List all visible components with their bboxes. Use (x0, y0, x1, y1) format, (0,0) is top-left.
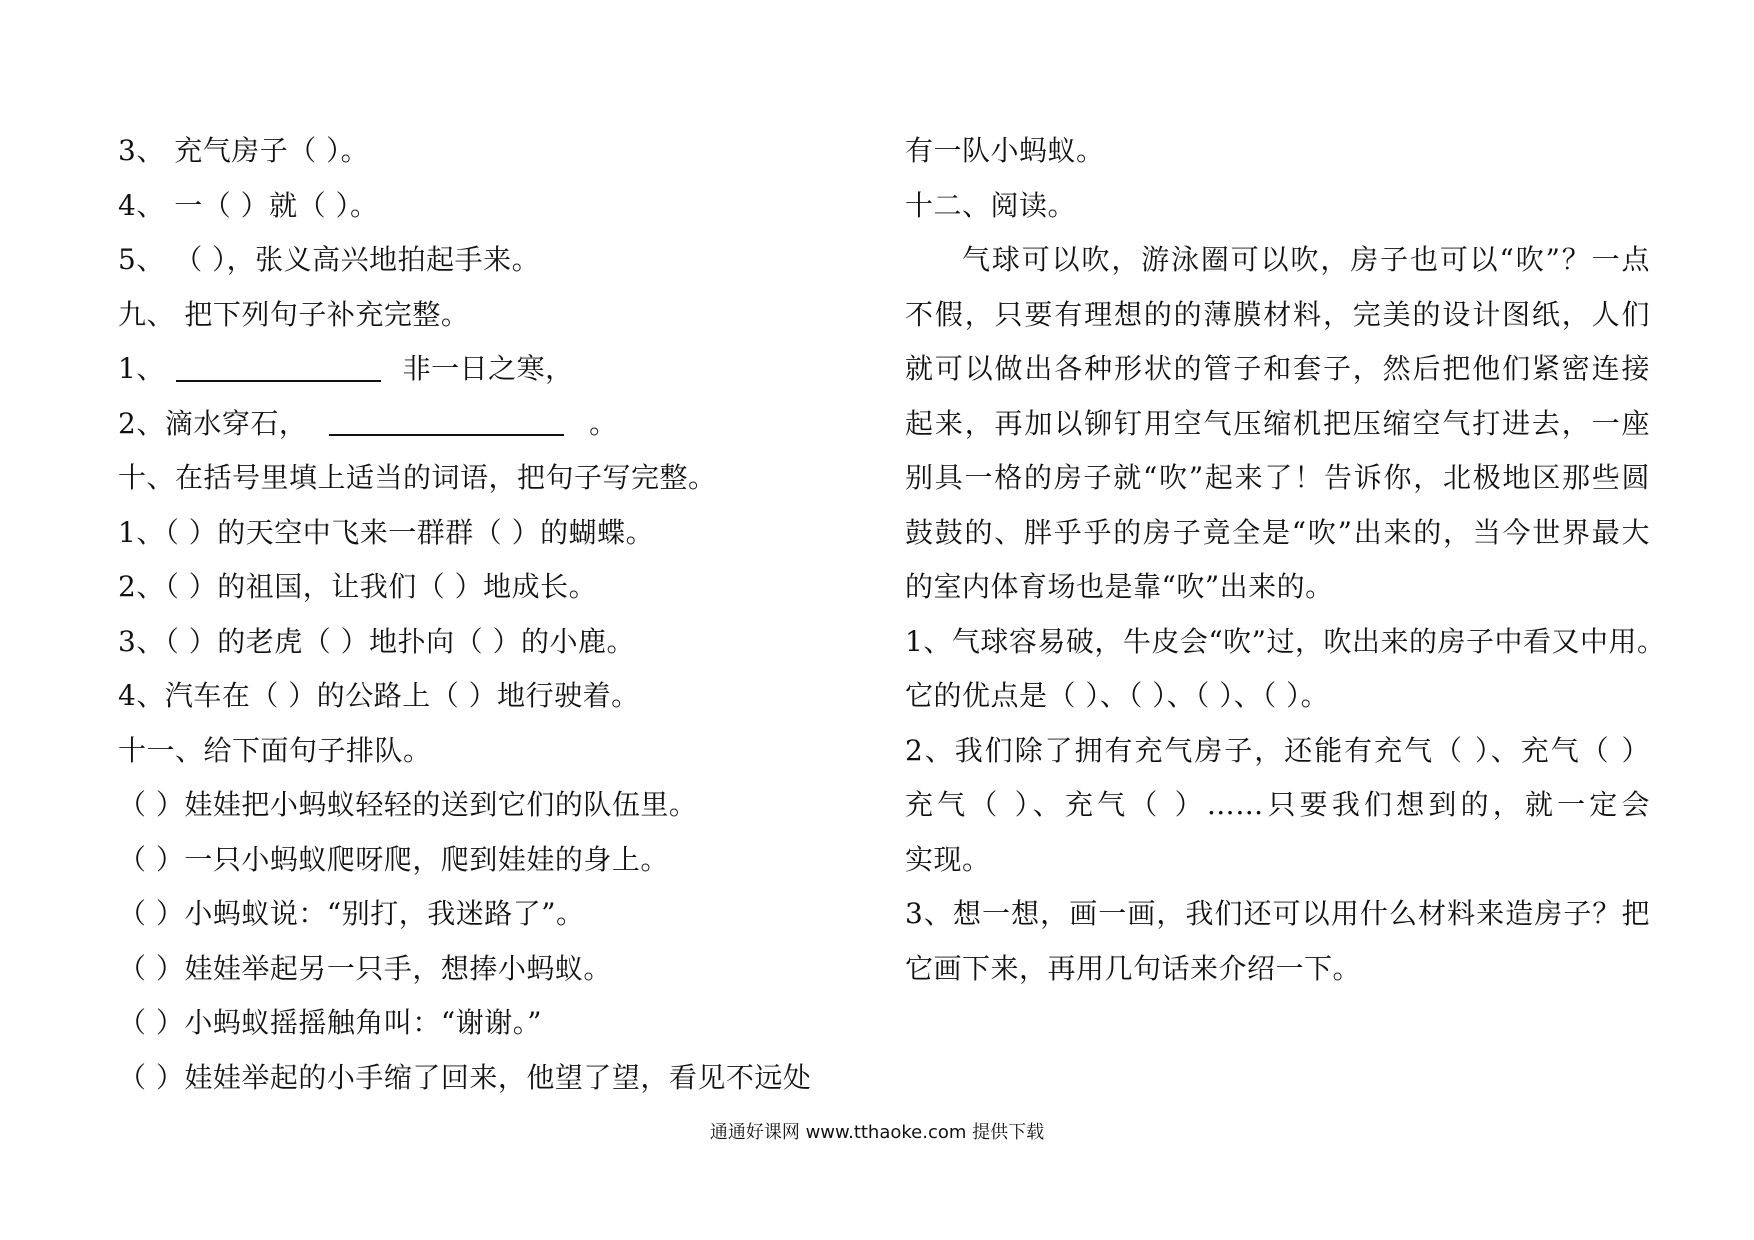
text-line: 4、 一（ ）就（ ）。 (118, 188, 379, 222)
reading-passage-line: 气球可以吹，游泳圈可以吹，房子也可以“吹”？一点 (962, 243, 1650, 276)
ordering-item: （ ）小蚂蚁摇摇触角叫：“谢谢。” (118, 1006, 543, 1039)
answer-blank-line[interactable] (329, 414, 564, 436)
reading-passage-line: 就可以做出各种形状的管子和套子，然后把他们紧密连接 (905, 352, 1650, 385)
question-prefix: 2、滴水穿石， (118, 406, 308, 440)
ordering-item: （ ）一只小蚂蚁爬呀爬，爬到娃娃的身上。 (118, 842, 669, 876)
text-line: 2、（ ）的祖国，让我们（ ）地成长。 (118, 570, 598, 603)
ordering-item: （ ）娃娃举起另一只手，想捧小蚂蚁。 (118, 951, 612, 985)
question-line: 3、想一想，画一画，我们还可以用什么材料来造房子？把 (905, 897, 1650, 930)
ordering-item: （ ）小蚂蚁说：“别打，我迷路了”。 (118, 897, 585, 930)
question-line: 它的优点是（ ）、（ ）、（ ）、（ ）。 (905, 679, 1330, 712)
question-line: 充气（ ）、充气（ ）……只要我们想到的，就一定会 (905, 788, 1650, 821)
section-heading-ten: 十、在括号里填上适当的词语，把句子写完整。 (118, 461, 717, 494)
question-suffix: 。 (589, 406, 618, 440)
left-column (118, 124, 878, 1105)
text-line: 1、（ ）的天空中飞来一群群（ ）的蝴蝶。 (118, 515, 655, 549)
text-line: 3、 充气房子（ ）。 (118, 134, 370, 167)
reading-passage-line: 不假，只要有理想的的薄膜材料，完美的设计图纸，人们 (905, 297, 1650, 331)
reading-passage-line: 的室内体育场也是靠“吹”出来的。 (905, 570, 1334, 603)
text-line: 有一队小蚂蚁。 (905, 134, 1105, 167)
answer-blank-line[interactable] (176, 360, 381, 382)
section-heading-eleven: 十一、给下面句子排队。 (118, 733, 432, 767)
ordering-item: （ ）娃娃把小蚂蚁轻轻的送到它们的队伍里。 (118, 788, 698, 821)
question-line: 实现。 (905, 842, 991, 876)
question-line: 2、我们除了拥有充气房子，还能有充气（ ）、充气（ ） (905, 733, 1650, 767)
text-line: 3、（ ）的老虎（ ）地扑向（ ）的小鹿。 (118, 624, 636, 658)
ordering-item: （ ）娃娃举起的小手缩了回来，他望了望，看见不远处 (118, 1060, 812, 1094)
question-prefix: 1、 (118, 352, 165, 385)
fill-blank-question-2 (118, 397, 878, 452)
reading-passage-line: 起来，再加以铆钉用空气压缩机把压缩空气打进去，一座 (905, 406, 1650, 440)
fill-blank-question-1 (118, 342, 878, 397)
page-footer: 通通好课网 www.tthaoke.com 提供下载 (709, 1122, 1045, 1143)
section-heading-nine: 九、 把下列句子补充完整。 (118, 297, 470, 331)
question-line: 1、气球容易破，牛皮会“吹”过，吹出来的房子中看又中用。 (905, 624, 1666, 658)
reading-passage-line: 鼓鼓的、胖乎乎的房子竟全是“吹”出来的，当今世界最大 (905, 515, 1650, 549)
question-suffix: 非一日之寒， (402, 352, 574, 385)
text-line: 4、汽车在（ ）的公路上（ ）地行驶着。 (118, 679, 640, 712)
question-line: 它画下来，再用几句话来介绍一下。 (905, 951, 1362, 985)
text-line: 5、 （ ），张义高兴地拍起手来。 (118, 243, 541, 276)
section-heading-twelve: 十二、阅读。 (905, 188, 1077, 222)
right-column (905, 124, 1666, 996)
reading-passage-line: 别具一格的房子就“吹”起来了！告诉你，北极地区那些圆 (905, 461, 1650, 494)
